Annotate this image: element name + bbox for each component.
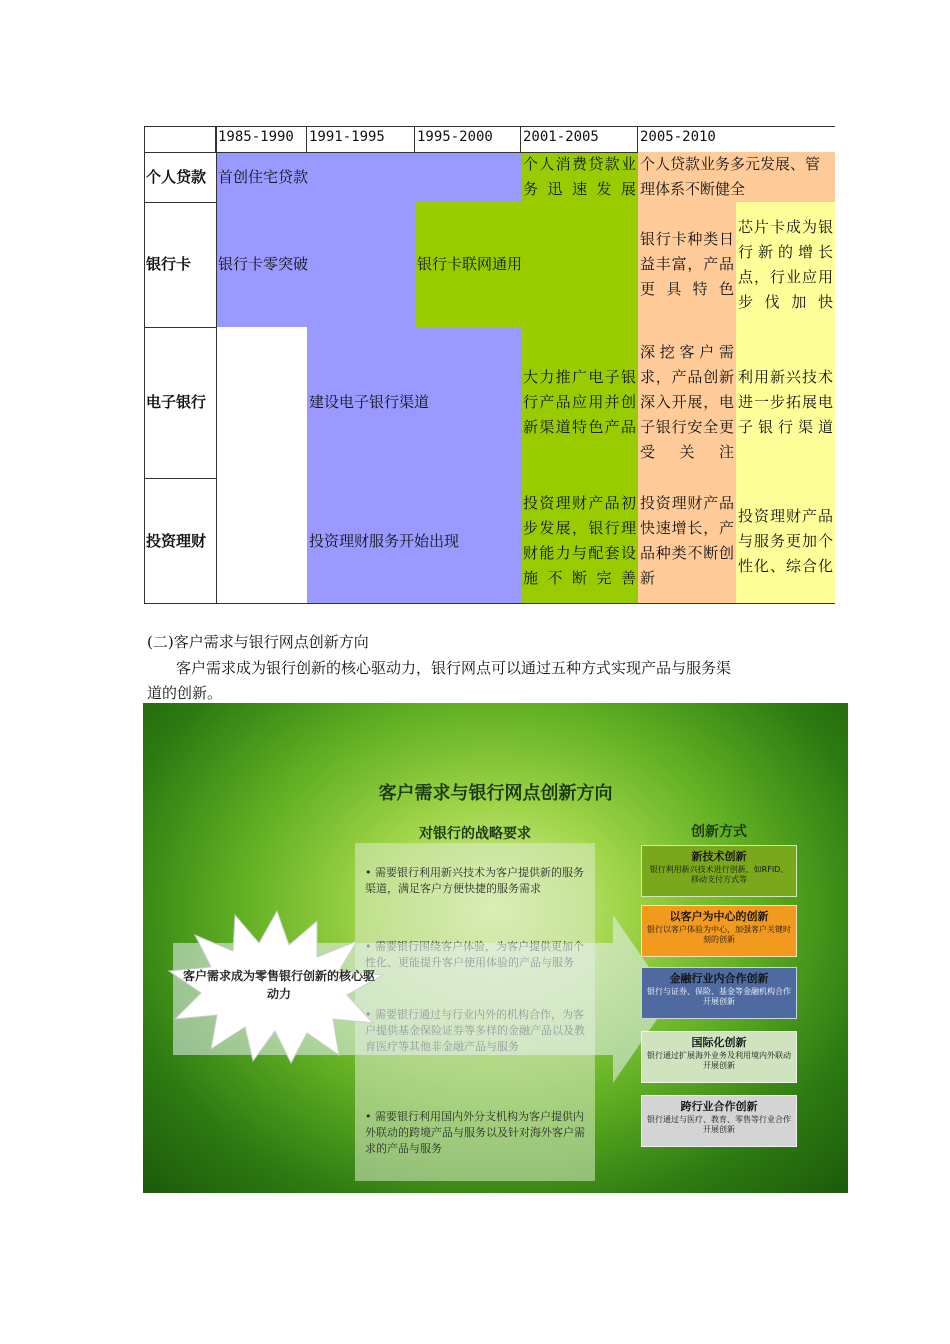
method-financial-cooperation-title: 金融行业内合作创新	[669, 972, 769, 985]
e-banking-cell-4-text: 利用新兴技术进一步拓展电子银行渠道	[738, 368, 833, 436]
wealth-mgmt-cell-1: 投资理财服务开始出现	[307, 478, 521, 604]
e-banking-cell-1: 建设电子银行渠道	[307, 327, 521, 478]
bank-card-cell-4	[736, 202, 835, 327]
bank-card-cell-1: 银行卡零突破	[216, 202, 415, 327]
table-header-1995-2000: 1995-2000	[415, 126, 521, 152]
wealth-mgmt-cell-4	[736, 478, 835, 604]
method-cross-industry	[641, 1095, 797, 1147]
table-row-divider-2	[144, 327, 216, 328]
e-banking-cell-4	[736, 327, 835, 478]
table-border-left	[144, 126, 145, 604]
method-customer-centric-title: 以客户为中心的创新	[669, 910, 769, 923]
wealth-mgmt-cell-2	[521, 478, 638, 604]
table-border-bottom	[144, 603, 835, 604]
method-internationalization	[641, 1031, 797, 1083]
section-paragraph-line1: 客户需求成为银行创新的核心驱动力，银行网点可以通过五种方式实现产品与服务渠	[176, 659, 732, 677]
method-new-tech-desc: 银行利用新兴技术进行创新，如RFID、移动支付方式等	[649, 865, 789, 884]
method-new-tech	[641, 845, 797, 897]
method-cross-industry-desc: 银行通过与医疗、教育、零售等行业合作开展创新	[647, 1115, 791, 1134]
section-paragraph-line2: 道的创新。	[147, 684, 223, 702]
method-customer-centric-desc: 银行以客户体验为中心，加强客户关键时刻的创新	[647, 925, 791, 944]
row-label-personal-loans: 个人贷款	[146, 167, 207, 186]
diagram-title: 客户需求与银行网点创新方向	[378, 783, 613, 804]
wealth-mgmt-cell-2-text: 投资理财产品初步发展，银行理财能力与配套设施不断完善	[523, 494, 636, 587]
method-cross-industry-title: 跨行业合作创新	[680, 1100, 758, 1113]
table-header-2005-2010: 2005-2010	[640, 129, 716, 145]
row-label-wealth-mgmt: 投资理财	[146, 531, 207, 550]
row-label-bank-card: 银行卡	[146, 255, 192, 273]
method-new-tech-title: 新技术创新	[691, 850, 747, 863]
row-label-e-banking: 电子银行	[146, 393, 207, 411]
wealth-mgmt-cell-3-text: 投资理财产品快速增长，产品种类不断创新	[640, 494, 734, 587]
personal-loans-cell-1: 首创住宅贷款	[216, 152, 521, 202]
strategy-bullet-4: • 需要银行利用国内外分支机构为客户提供内外联动的跨境产品与服务以及针对海外客户需求的产品与服务	[365, 1110, 585, 1155]
e-banking-cell-3	[638, 327, 736, 478]
table-border-label-col	[216, 126, 217, 604]
strategy-bullet-1: • 需要银行利用新兴技术为客户提供新的服务渠道，满足客户方便快捷的服务需求	[365, 866, 584, 895]
method-financial-cooperation	[641, 967, 797, 1019]
wealth-mgmt-cell-3	[638, 478, 736, 604]
e-banking-cell-2	[521, 327, 638, 478]
e-banking-cell-2-text: 大力推广电子银行产品应用并创新渠道特色产品	[523, 368, 636, 436]
section-heading: (二)客户需求与银行网点创新方向	[147, 633, 369, 651]
table-border-top	[144, 126, 835, 127]
method-financial-cooperation-desc: 银行与证券、保险、基金等金融机构合作开展创新	[647, 987, 791, 1006]
innovation-diagram	[143, 703, 848, 1193]
diagram-left-header: 对银行的战略要求	[419, 826, 531, 842]
core-driver-text: 客户需求成为零售银行创新的核心驱动力	[182, 969, 375, 1001]
table-border-header	[144, 152, 638, 153]
table-row-divider-3	[144, 478, 216, 479]
bank-card-cell-3-text: 银行卡种类日益丰富，产品更具特色	[640, 230, 734, 298]
wealth-mgmt-cell-4-text: 投资理财产品与服务更加个性化、综合化	[738, 506, 833, 575]
table-header-corner	[144, 126, 216, 152]
method-internationalization-desc: 银行通过扩展海外业务及利用境内外联动开展创新	[647, 1051, 791, 1070]
table-header-2001-2005: 2001-2005	[521, 126, 638, 152]
table-header-1991-1995: 1991-1995	[307, 126, 415, 152]
table-row-divider-1	[144, 202, 216, 203]
method-internationalization-title: 国际化创新	[691, 1036, 747, 1049]
diagram-right-header: 创新方式	[691, 824, 747, 840]
personal-loans-cell-3: 个人贷款业务多元发展、管理体系不断健全	[638, 152, 835, 202]
bank-card-cell-2-label: 银行卡联网通用	[417, 255, 523, 273]
bank-card-cell-4-text: 芯片卡成为银行新的增长点，行业应用步伐加快	[738, 217, 833, 311]
timeline-table	[144, 126, 835, 604]
table-header-1985-1990: 1985-1990	[216, 126, 307, 152]
personal-loans-cell-2	[521, 152, 638, 202]
personal-loans-cell-2-text: 个人消费贷款业务迅速发展	[523, 155, 636, 198]
method-customer-centric	[641, 905, 797, 957]
e-banking-cell-3-text: 深挖客户需求，产品创新深入开展，电子银行安全更受关注	[640, 343, 734, 461]
e-banking-empty-cell	[216, 327, 307, 604]
bank-card-cell-3	[638, 202, 736, 327]
